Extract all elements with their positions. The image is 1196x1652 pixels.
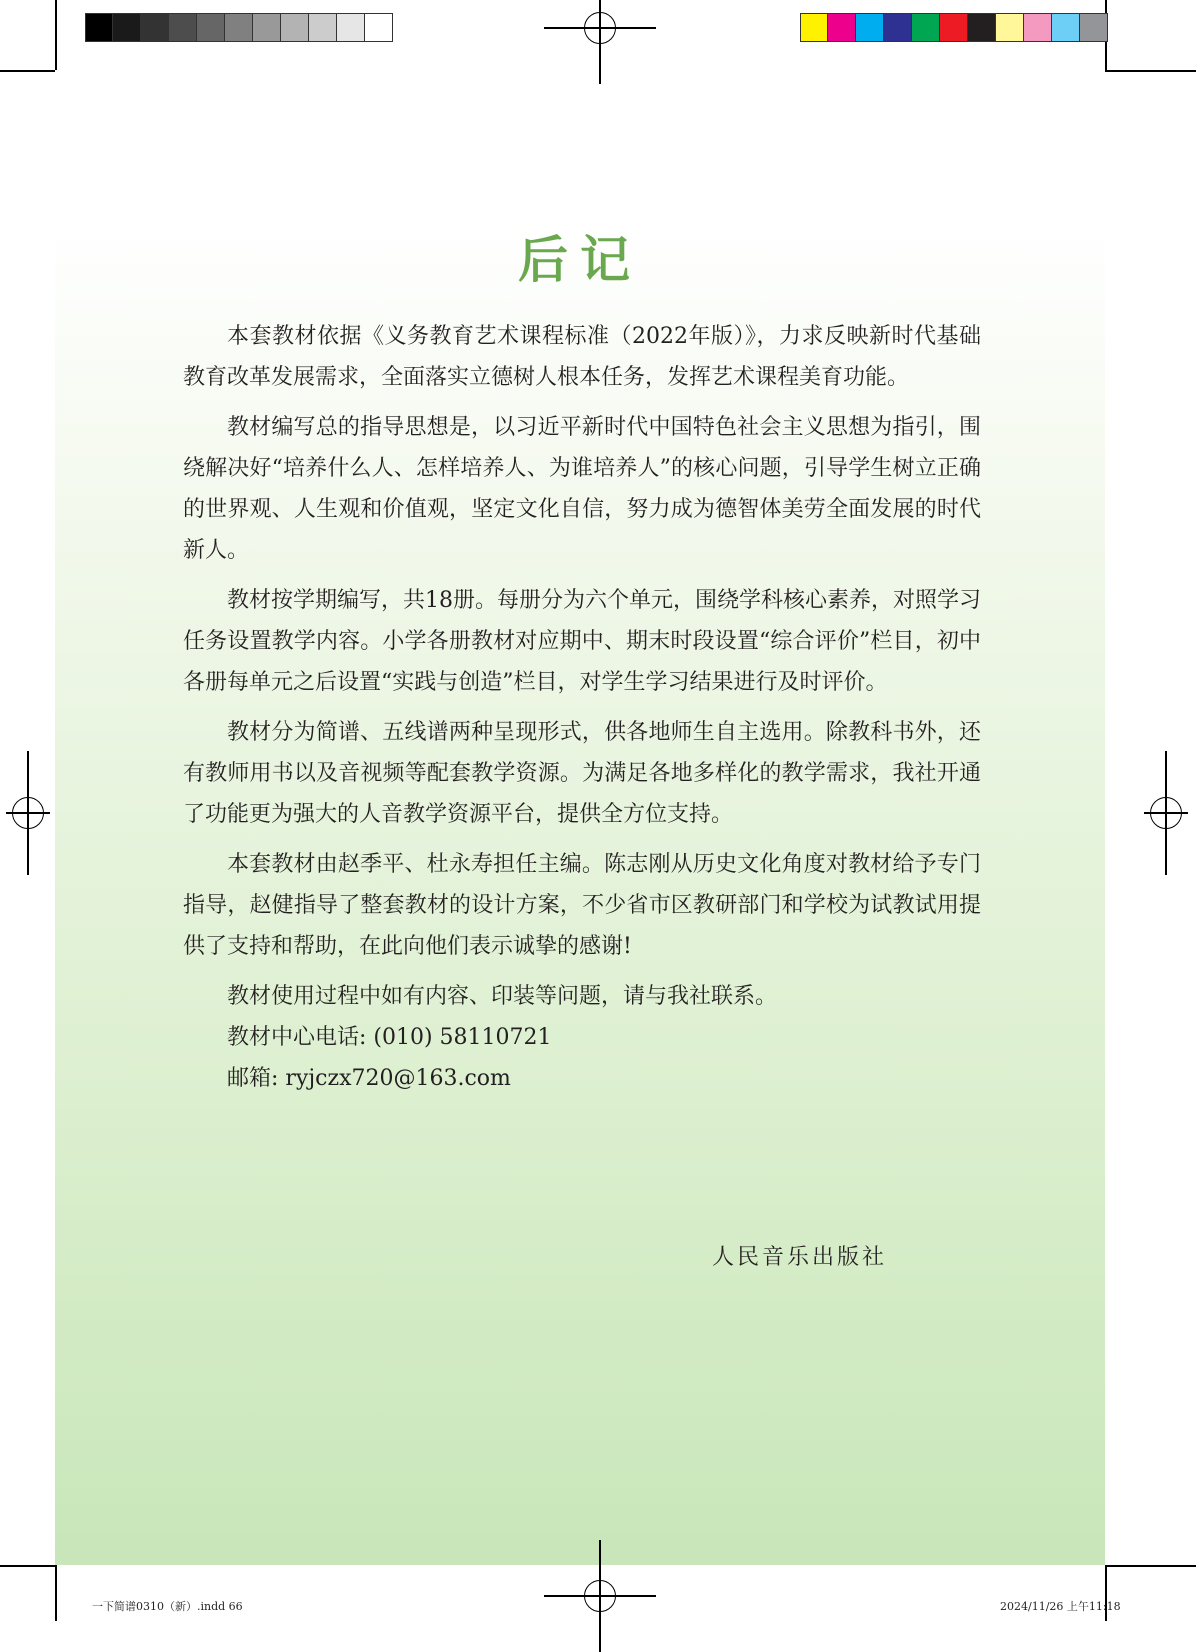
color-swatch: [169, 13, 197, 42]
footer-file-info: 一下简谱0310（新）.indd 66: [92, 1600, 243, 1613]
color-swatch: [968, 13, 996, 42]
color-swatch: [1024, 13, 1052, 42]
paragraph: 本套教材由赵季平、杜永寿担任主编。陈志刚从历史文化角度对教材给予专门指导，赵健指导了整套教材的设计方案，不少省市区教研部门和学校为试教试用提供了支持和帮助，在此向他们表示诚挚的感谢!: [183, 852, 981, 959]
color-swatch: [940, 13, 968, 42]
color-swatch: [337, 13, 365, 42]
registration-mark-top: [582, 10, 618, 46]
color-swatch: [996, 13, 1024, 42]
color-swatch: [884, 13, 912, 42]
contact-note: 教材使用过程中如有内容、印装等问题，请与我社联系。: [227, 984, 778, 1009]
footer-timestamp: 2024/11/26 上午11:18: [1000, 1600, 1121, 1613]
color-swatch: [85, 13, 113, 42]
color-swatch: [800, 13, 828, 42]
registration-mark-right: [1148, 795, 1184, 831]
color-swatch: [912, 13, 940, 42]
color-swatch: [828, 13, 856, 42]
color-swatch: [225, 13, 253, 42]
paragraph: 本套教材依据《义务教育艺术课程标准（2022年版）》，力求反映新时代基础教育改革发展需求，全面落实立德树人根本任务，发挥艺术课程美育功能。: [183, 324, 981, 390]
color-swatch: [365, 13, 393, 42]
crop-mark: [1105, 70, 1196, 72]
color-swatch: [141, 13, 169, 42]
crop-mark: [0, 1565, 55, 1567]
contact-email: 邮箱: ryjczx720@163.com: [227, 1066, 511, 1091]
color-swatch: [197, 13, 225, 42]
paragraph: 教材按学期编写，共18册。每册分为六个单元，围绕学科核心素养，对照学习任务设置教学内容。小学各册教材对应期中、期末时段设置“综合评价”栏目，初中各册每单元之后设置“实践与创造”栏目，对学生学习结果进行及时评价。: [183, 588, 981, 695]
publisher-signature: 人民音乐出版社: [712, 1245, 888, 1270]
crop-mark: [55, 1565, 57, 1621]
color-swatch: [253, 13, 281, 42]
color-swatch: [281, 13, 309, 42]
registration-mark-left: [10, 795, 46, 831]
color-bar: [800, 13, 1108, 42]
paragraph: 教材分为简谱、五线谱两种呈现形式，供各地师生自主选用。除教科书外，还有教师用书以及音视频等配套教学资源。为满足各地多样化的教学需求，我社开通了功能更为强大的人音教学资源平台，提供全方位支持。: [183, 720, 981, 827]
color-swatch: [1052, 13, 1080, 42]
crop-mark: [55, 0, 57, 70]
contact-phone: 教材中心电话: (010) 58110721: [227, 1025, 552, 1050]
registration-mark-bottom: [582, 1578, 618, 1614]
afterword-body: [183, 316, 981, 1099]
paragraph: 教材编写总的指导思想是，以习近平新时代中国特色社会主义思想为指引，围绕解决好“培养什么人、怎样培养人、为谁培养人”的核心问题，引导学生树立正确的世界观、人生观和价值观，坚定文化自信，努力成为德智体美劳全面发展的时代新人。: [183, 415, 981, 563]
color-swatch: [1080, 13, 1108, 42]
crop-mark: [1105, 1565, 1196, 1567]
page-title: 后记: [518, 230, 642, 289]
color-swatch: [113, 13, 141, 42]
color-swatch: [856, 13, 884, 42]
gray-scale-bar: [85, 13, 393, 42]
color-swatch: [309, 13, 337, 42]
crop-mark: [0, 70, 55, 72]
